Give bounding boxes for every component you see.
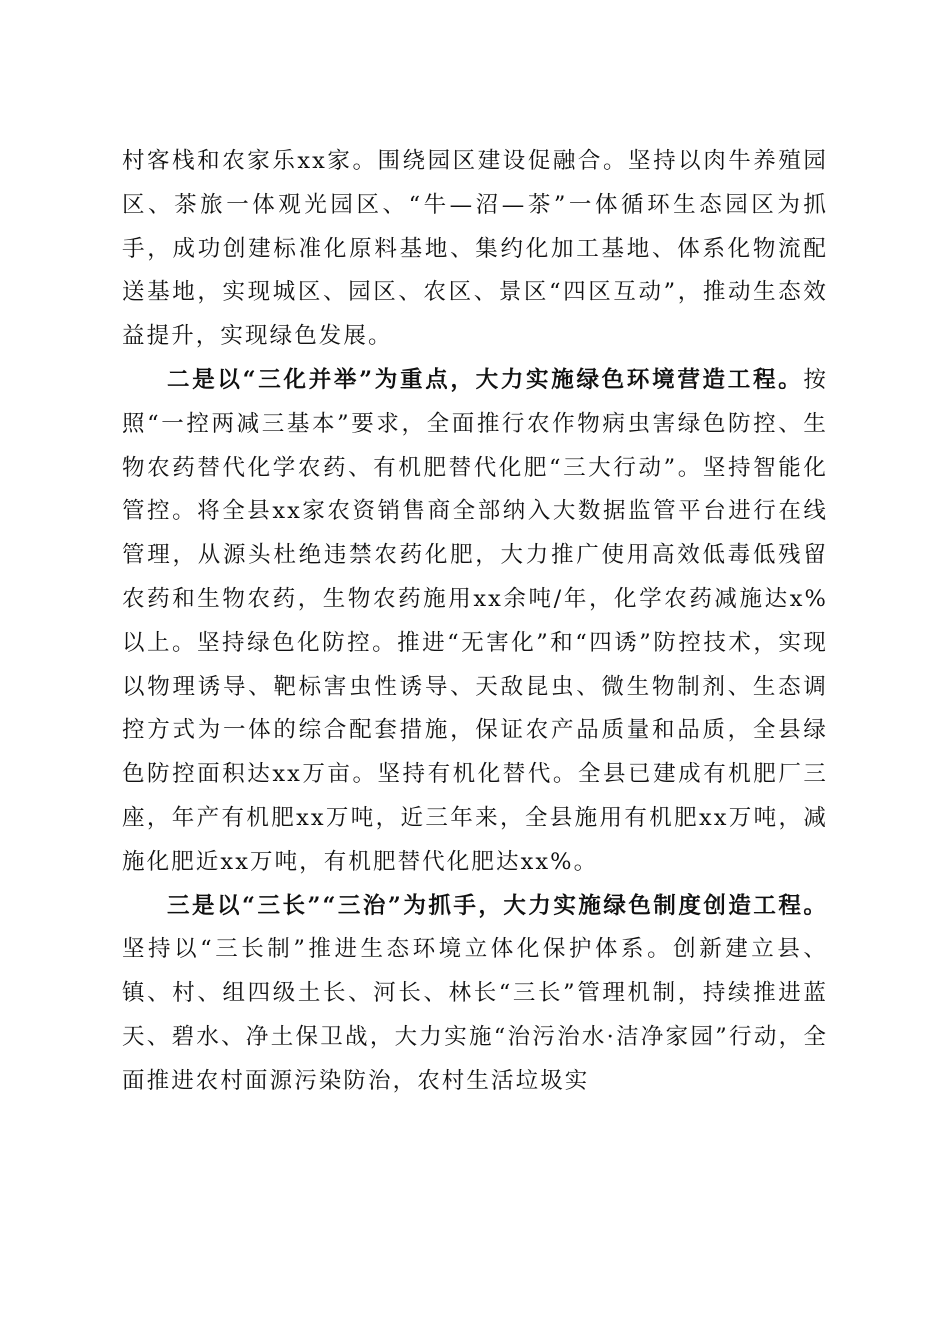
paragraph-continuation [122, 140, 828, 359]
section-heading: 二是以“三化并举”为重点，大力实施绿色环境营造工程。 [167, 366, 804, 393]
section-heading: 三是以“三长”“三治”为抓手，大力实施绿色制度创造工程。 [167, 892, 828, 919]
paragraph-text: 村客栈和农家乐xx家。围绕园区建设促融合。坚持以肉牛养殖园区、茶旅一体观光园区、“牛—沼—茶”一体循环生态园区为抓手，成功创建标准化原料基地、集约化加工基地、体系化物流配送基地，实现城区、园区、农区、景区“四区互动”，推动生态效益提升，实现绿色发展。 [122, 148, 828, 350]
paragraph-section-three [122, 885, 828, 1104]
paragraph-text: 按照“一控两减三基本”要求，全面推行农作物病虫害绿色防控、生物农药替代化学农药、有机肥替代化肥“三大行动”。坚持智能化管控。将全县xx家农资销售商全部纳入大数据监管平台进行在线管理，从源头杜绝违禁农药化肥，大力推广使用高效低毒低残留农药和生物农药，生物农药施用xx余吨/年，化学农药减施达x%以上。坚持绿色化防控。推进“无害化”和“四诱”防控技术，实现以物理诱导、靶标害虫性诱导、天敌昆虫、微生物制剂、生态调控方式为一体的综合配套措施，保证农产品质量和品质，全县绿色防控面积达xx万亩。坚持有机化替代。全县已建成有机肥厂三座，年产有机肥xx万吨，近三年来，全县施用有机肥xx万吨，减施化肥近xx万吨，有机肥替代化肥达xx%。 [122, 366, 828, 875]
paragraph-text: 坚持以“三长制”推进生态环境立体化保护体系。创新建立县、镇、村、组四级土长、河长、林长“三长”管理机制，持续推进蓝天、碧水、净土保卫战，大力实施“治污治水·洁净家园”行动，全面推进农村面源污染防治，农村生活垃圾实 [122, 936, 828, 1094]
paragraph-section-two [122, 359, 828, 885]
document-body [122, 140, 828, 1104]
